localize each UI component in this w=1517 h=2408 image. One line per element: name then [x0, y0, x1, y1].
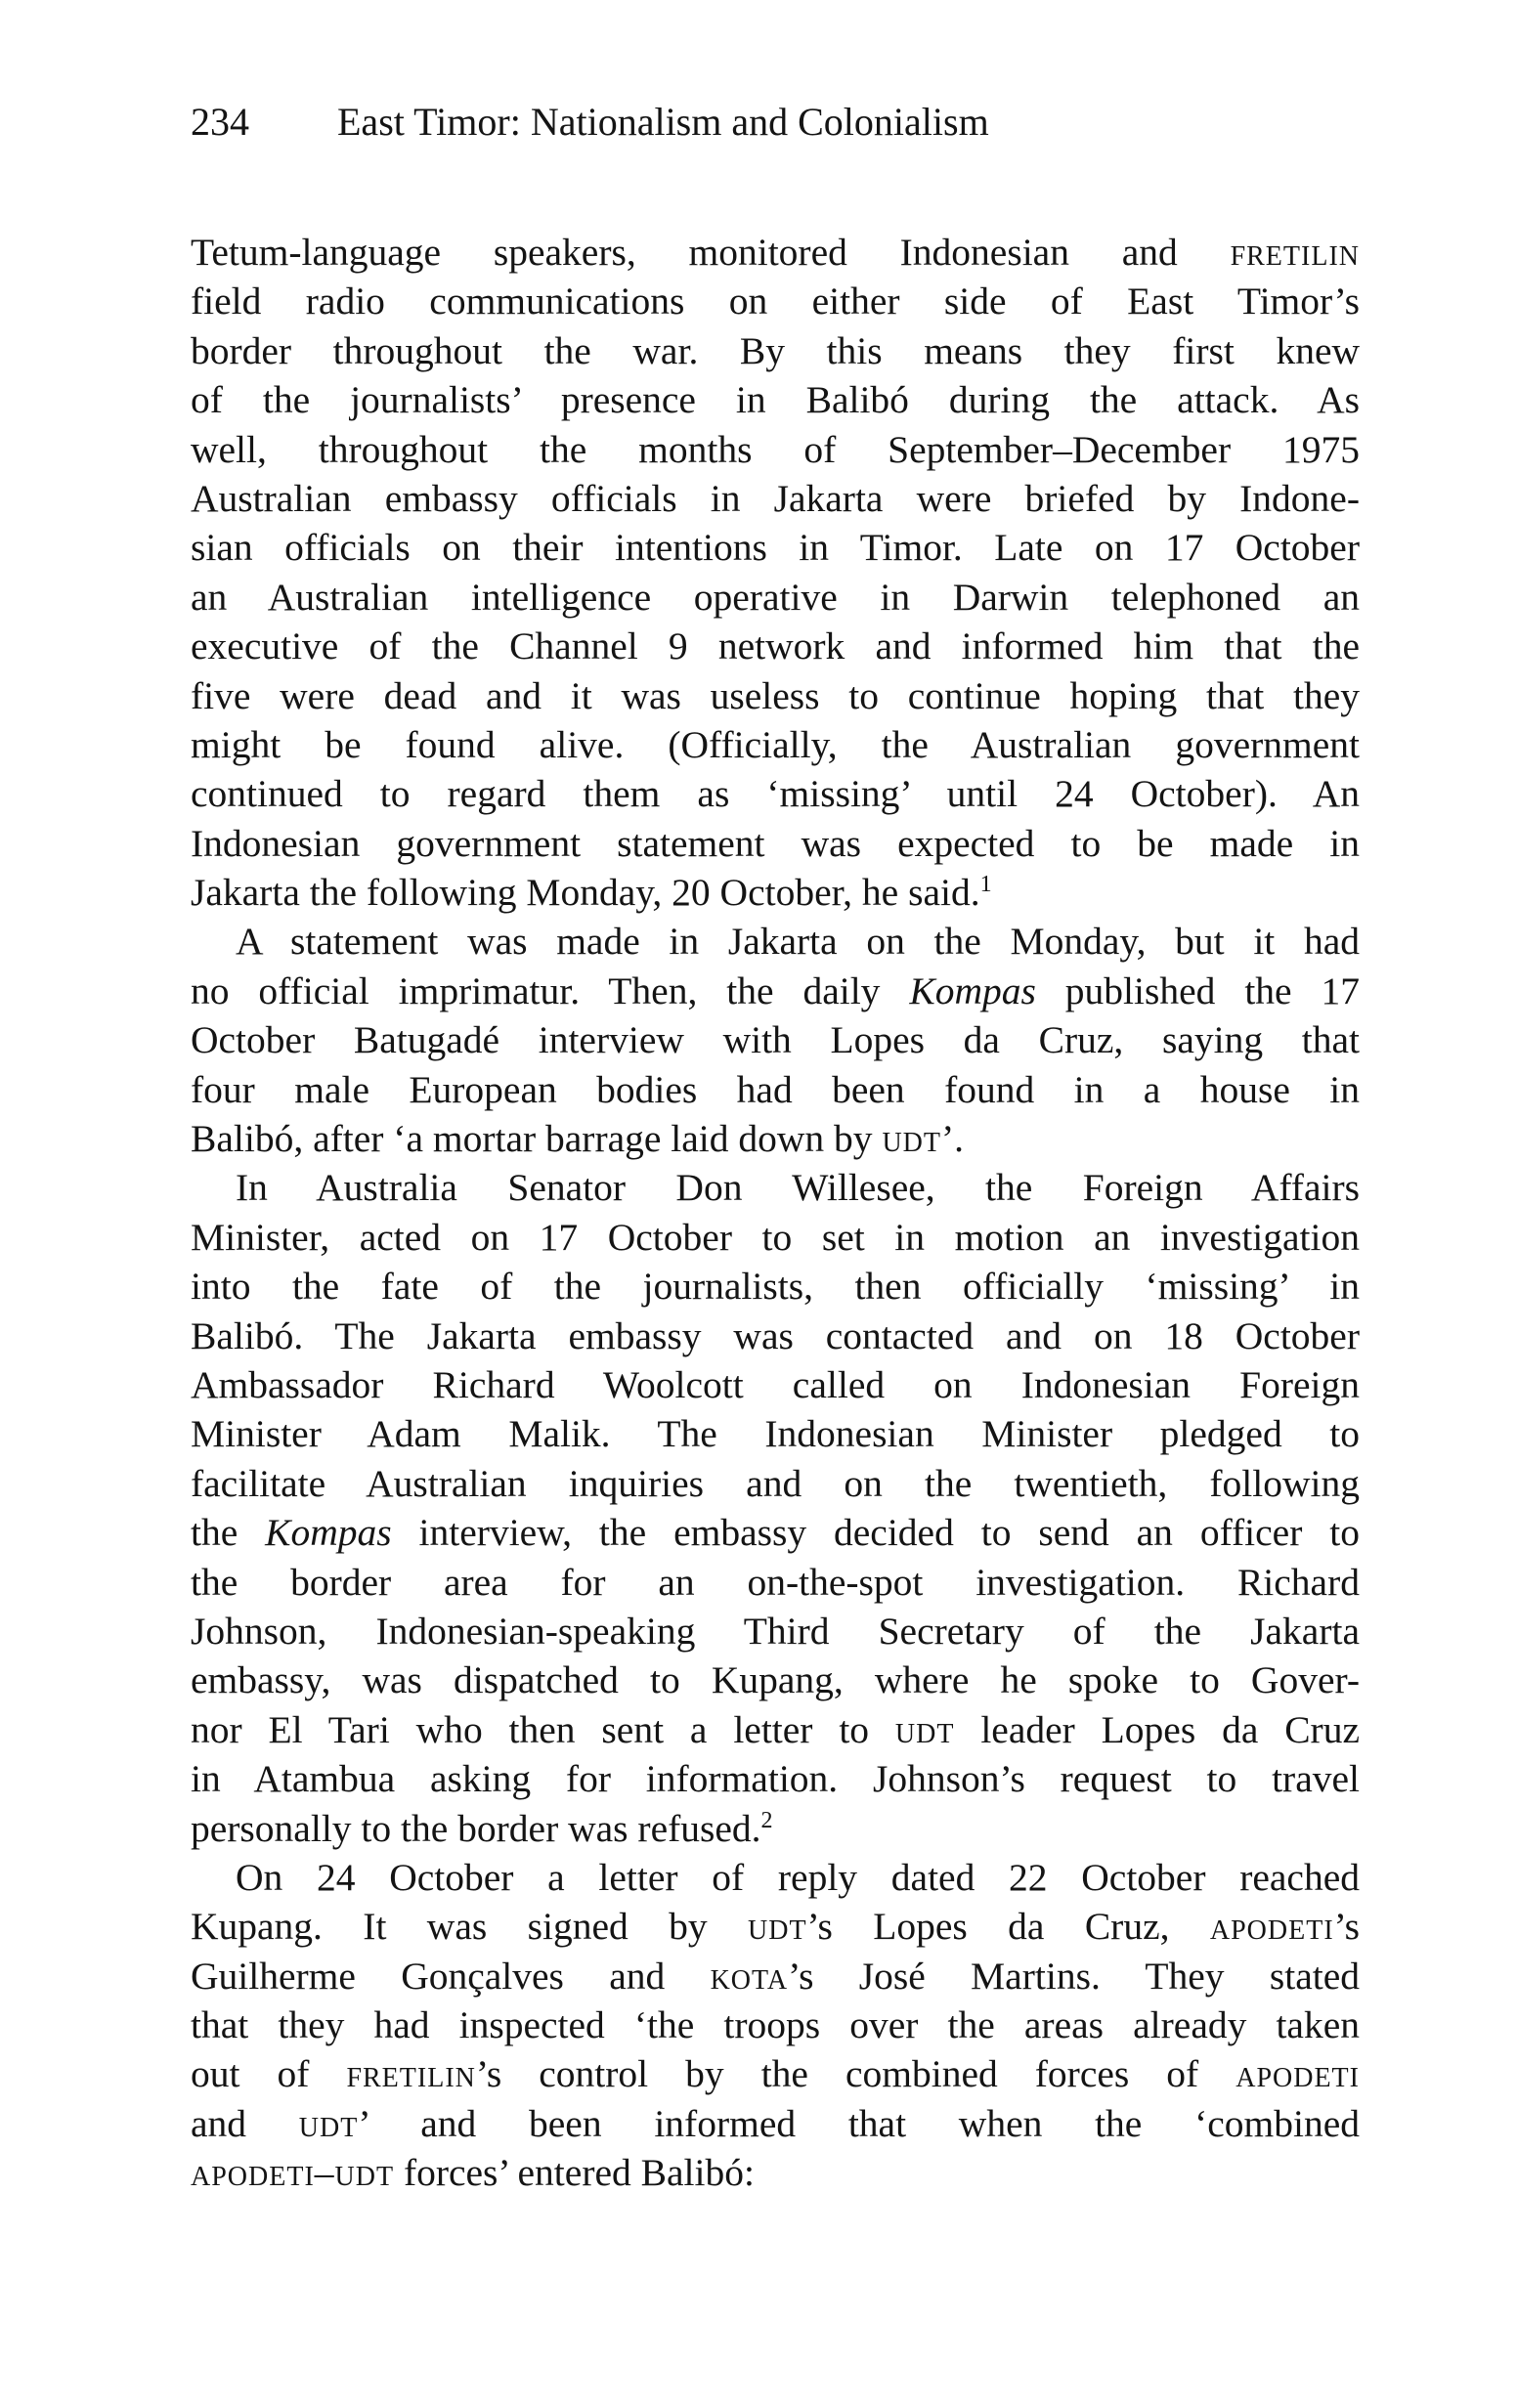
text-line	[191, 1360, 1360, 1409]
text-segment: Tetum-language speakers, monitored Indonesian and	[191, 231, 1231, 274]
text-line	[191, 967, 1360, 1015]
text-segment: the border area for an on-the-spot investigation. Richard	[191, 1560, 1360, 1604]
text-line	[191, 1754, 1360, 1803]
text-segment: forces’ entered Balibó:	[394, 2151, 755, 2195]
text-segment: ’s control by the combined forces of	[475, 2052, 1236, 2096]
text-segment: continued to regard them as ‘missing’ until 24 October). An	[191, 772, 1360, 816]
text-segment: the	[191, 1511, 266, 1555]
text-segment: ’s	[1333, 1905, 1360, 1949]
text-segment: ’s José Martins. They stated	[788, 1954, 1360, 1998]
text-line	[191, 1705, 1360, 1754]
small-caps-text: kota	[710, 1954, 789, 1998]
text-line	[191, 2099, 1360, 2148]
footnote-ref: 1	[979, 871, 992, 897]
text-segment: Minister, acted on 17 October to set in motion an investigation	[191, 1215, 1360, 1259]
text-segment: and	[191, 2101, 299, 2145]
text-segment: In Australia Senator Don Willesee, the Foreign Affairs	[236, 1166, 1360, 1210]
text-segment: Balibó. The Jakarta embassy was contacted and on 18 October	[191, 1313, 1360, 1357]
text-segment: sian officials on their intentions in Timor. Late on 17 October	[191, 526, 1360, 570]
text-line	[191, 868, 1360, 917]
small-caps-text: apodeti–udt	[191, 2151, 395, 2195]
text-line	[191, 474, 1360, 523]
small-caps-text: udt	[894, 1707, 955, 1751]
text-segment: well, throughout the months of September–December 1975	[191, 427, 1360, 471]
text-segment: that they had inspected ‘the troops over the areas already taken	[191, 2003, 1360, 2047]
text-segment: in Atambua asking for information. Johnson’s request to travel	[191, 1757, 1360, 1801]
text-segment: ’ and been informed that when the ‘combined	[358, 2101, 1360, 2145]
text-segment: October Batugadé interview with Lopes da Cruz, saying that	[191, 1018, 1360, 1062]
text-line	[191, 1952, 1360, 2000]
small-caps-text: apodeti	[1209, 1905, 1334, 1949]
text-segment: executive of the Channel 9 network and informed him that the	[191, 624, 1360, 668]
text-line	[191, 228, 1360, 277]
text-segment: four male European bodies had been found in a house in	[191, 1067, 1360, 1111]
text-segment: five were dead and it was useless to continue hoping that they	[191, 673, 1360, 717]
small-caps-text: udt	[298, 2101, 359, 2145]
italic-text: Kompas	[265, 1511, 392, 1555]
text-segment: ’s Lopes da Cruz,	[806, 1905, 1210, 1949]
text-line	[191, 1853, 1360, 1902]
text-line	[191, 671, 1360, 720]
running-title: East Timor: Nationalism and Colonialism	[337, 100, 989, 144]
text-line	[191, 1114, 1360, 1163]
text-segment: might be found alive. (Officially, the Australian government	[191, 722, 1360, 766]
text-line	[191, 1213, 1360, 1262]
text-line	[191, 1262, 1360, 1311]
text-segment: border throughout the war. By this means they first knew	[191, 328, 1360, 372]
text-segment: Indonesian government statement was expected to be made in	[191, 821, 1360, 865]
text-segment: Minister Adam Malik. The Indonesian Minister pledged to	[191, 1412, 1360, 1456]
body-text	[191, 228, 1360, 2198]
text-line	[191, 1312, 1360, 1360]
text-segment: Australian embassy officials in Jakarta were briefed by Indone-	[191, 476, 1360, 520]
text-segment: Ambassador Richard Woolcott called on Indonesian Foreign	[191, 1362, 1360, 1406]
text-segment: On 24 October a letter of reply dated 22 October reached	[236, 1855, 1360, 1899]
text-line	[191, 1656, 1360, 1704]
text-line	[191, 622, 1360, 670]
small-caps-text: apodeti	[1235, 2052, 1360, 2096]
text-segment: ’.	[940, 1117, 965, 1161]
text-line	[191, 277, 1360, 325]
text-line	[191, 573, 1360, 622]
page-number: 234	[191, 100, 249, 144]
text-segment: Guilherme Gonçalves and	[191, 1954, 711, 1998]
text-line	[191, 326, 1360, 375]
text-line	[191, 1459, 1360, 1508]
text-line	[191, 917, 1360, 966]
text-line	[191, 523, 1360, 572]
small-caps-text: fretilin	[1230, 231, 1360, 274]
text-line	[191, 425, 1360, 474]
text-segment: interview, the embassy decided to send an officer to	[391, 1511, 1360, 1555]
text-line	[191, 1409, 1360, 1458]
text-line	[191, 819, 1360, 868]
text-segment: published the 17	[1035, 968, 1360, 1012]
text-line	[191, 375, 1360, 424]
text-segment: no official imprimatur. Then, the daily	[191, 968, 910, 1012]
text-line	[191, 1508, 1360, 1557]
text-line	[191, 2000, 1360, 2049]
text-line	[191, 1558, 1360, 1607]
text-line	[191, 2148, 1360, 2197]
text-segment: Jakarta the following Monday, 20 October, he said.	[191, 871, 980, 915]
text-segment: Kupang. It was signed by	[191, 1905, 748, 1949]
text-line	[191, 1902, 1360, 1951]
text-segment: of the journalists’ presence in Balibó during the attack. As	[191, 378, 1360, 422]
text-segment: A statement was made in Jakarta on the Monday, but it had	[236, 920, 1360, 964]
text-segment: personally to the border was refused.	[191, 1806, 761, 1850]
text-line	[191, 769, 1360, 818]
italic-text: Kompas	[909, 968, 1036, 1012]
small-caps-text: udt	[882, 1117, 941, 1161]
text-line	[191, 2049, 1360, 2098]
footnote-ref: 2	[760, 1807, 773, 1833]
text-line	[191, 1015, 1360, 1064]
text-segment: Johnson, Indonesian-speaking Third Secretary of the Jakarta	[191, 1609, 1360, 1653]
text-line	[191, 1163, 1360, 1212]
text-line	[191, 1065, 1360, 1114]
running-head	[191, 98, 1364, 147]
text-segment: field radio communications on either side of East Timor’s	[191, 280, 1360, 323]
text-segment: Balibó, after ‘a mortar barrage laid down by	[191, 1117, 883, 1161]
text-segment: leader Lopes da Cruz	[954, 1707, 1360, 1751]
text-segment: an Australian intelligence operative in Darwin telephoned an	[191, 575, 1360, 619]
small-caps-text: udt	[748, 1905, 807, 1949]
text-segment: facilitate Australian inquiries and on the twentieth, following	[191, 1461, 1360, 1505]
text-line	[191, 720, 1360, 769]
small-caps-text: fretilin	[346, 2052, 476, 2096]
text-segment: nor El Tari who then sent a letter to	[191, 1707, 895, 1751]
text-line	[191, 1607, 1360, 1656]
text-segment: embassy, was dispatched to Kupang, where he spoke to Gover-	[191, 1658, 1360, 1702]
text-segment: into the fate of the journalists, then officially ‘missing’ in	[191, 1265, 1360, 1309]
text-line	[191, 1804, 1360, 1853]
text-segment: out of	[191, 2052, 347, 2096]
